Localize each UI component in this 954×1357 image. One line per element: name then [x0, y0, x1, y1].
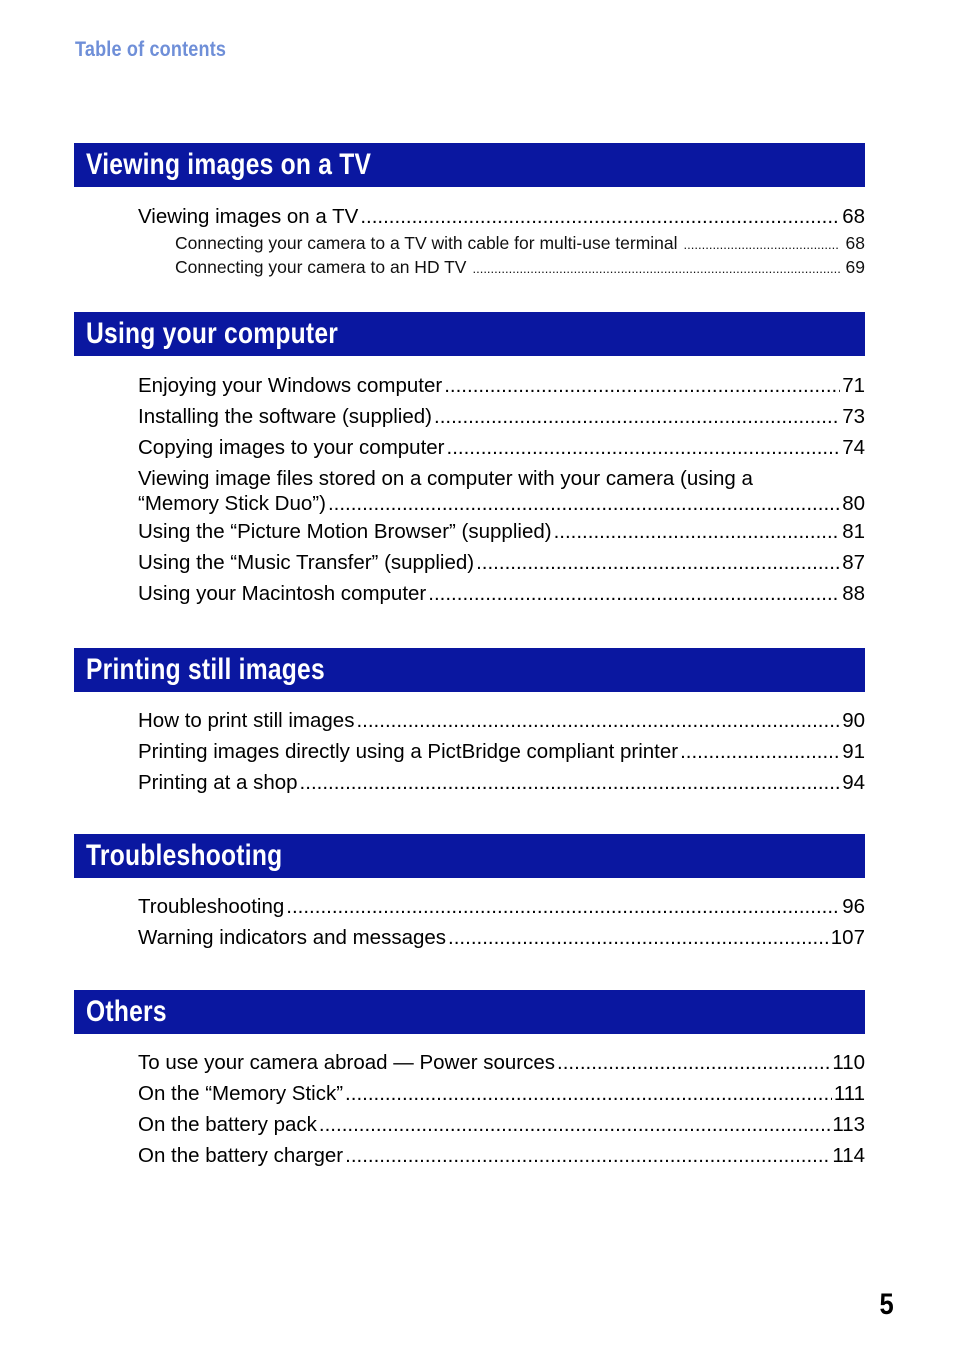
toc-subentry-page: 69	[845, 257, 865, 277]
toc-entry[interactable]	[138, 1140, 865, 1171]
toc-entry-page: 88	[842, 582, 865, 605]
toc-entry-page: 80	[842, 492, 865, 515]
leader-dots	[680, 736, 840, 767]
toc-entry[interactable]	[138, 463, 865, 516]
toc-entry-page: 91	[842, 740, 865, 763]
section-header	[74, 834, 865, 878]
section-title: Using your computer	[86, 317, 339, 350]
leader-dots	[448, 922, 829, 953]
toc-subentry-label: Connecting your camera to an HD TV	[175, 257, 467, 277]
toc-entry[interactable]	[138, 1078, 865, 1109]
leader-dots	[319, 1109, 830, 1140]
section-title: Viewing images on a TV	[86, 148, 372, 181]
section-others	[74, 990, 865, 1171]
leader-dots	[360, 201, 840, 232]
section-header	[74, 312, 865, 356]
toc-entry-page: 73	[842, 405, 865, 428]
toc-entry-label: Enjoying your Windows computer	[138, 374, 443, 397]
toc-entry[interactable]	[138, 401, 865, 432]
toc-entry-page: 113	[832, 1113, 865, 1136]
toc-entry[interactable]	[138, 201, 865, 232]
toc-entry-label: Warning indicators and messages	[138, 926, 447, 949]
toc-entry-label: Printing at a shop	[138, 771, 298, 794]
leader-dots	[472, 258, 839, 280]
leader-dots	[447, 432, 841, 463]
toc-entry-page: 96	[842, 895, 865, 918]
leader-dots	[300, 767, 841, 798]
leader-dots	[684, 234, 840, 256]
toc-entry[interactable]	[138, 1109, 865, 1140]
toc-entry[interactable]	[138, 705, 865, 736]
toc-entry-label-continued: “Memory Stick Duo”)	[138, 492, 326, 515]
section-title: Troubleshooting	[86, 839, 283, 872]
toc-entry-label: On the battery charger	[138, 1144, 344, 1167]
section-printing-still-images	[74, 648, 865, 798]
toc-entry-page: 90	[842, 709, 865, 732]
toc-entry-page: 68	[842, 205, 865, 228]
page-number: 5	[879, 1288, 894, 1321]
toc-entry[interactable]	[138, 767, 865, 798]
toc-entry[interactable]	[138, 891, 865, 922]
toc-entry-label: Using the “Picture Motion Browser” (supplied)	[138, 520, 552, 543]
toc-entry[interactable]	[138, 370, 865, 401]
toc-entry[interactable]	[138, 432, 865, 463]
toc-entry-page: 94	[842, 771, 865, 794]
toc-entry-label: How to print still images	[138, 709, 355, 732]
leader-dots	[428, 578, 840, 609]
toc-entry[interactable]	[138, 1047, 865, 1078]
toc-entries	[138, 878, 865, 953]
toc-entry-label: Viewing images on a TV	[138, 205, 359, 228]
leader-dots	[554, 516, 841, 547]
toc-entries	[138, 692, 865, 798]
leader-dots	[345, 1140, 830, 1171]
section-using-your-computer	[74, 312, 865, 609]
toc-entry[interactable]	[138, 516, 865, 547]
toc-entry-label: Using your Macintosh computer	[138, 582, 427, 605]
toc-entry-label: Viewing image files stored on a computer with your camera (using a	[138, 467, 753, 490]
toc-entry-label: Copying images to your computer	[138, 436, 445, 459]
running-head: Table of contents	[75, 38, 227, 61]
leader-dots	[356, 705, 840, 736]
leader-dots	[345, 1078, 832, 1109]
toc-entry-label: To use your camera abroad — Power sources	[138, 1051, 556, 1074]
toc-entry-page: 107	[830, 926, 865, 949]
section-header	[74, 648, 865, 692]
section-header	[74, 143, 865, 187]
leader-dots	[328, 491, 840, 516]
toc-entries	[138, 356, 865, 609]
toc-entry[interactable]	[138, 922, 865, 953]
toc-entry-page: 74	[842, 436, 865, 459]
toc-entry-page: 110	[832, 1051, 865, 1074]
toc-entry-label: On the battery pack	[138, 1113, 317, 1136]
toc-entry[interactable]	[138, 547, 865, 578]
leader-dots	[557, 1047, 830, 1078]
toc-subentry-page: 68	[845, 233, 865, 253]
toc-entry-label: Using the “Music Transfer” (supplied)	[138, 551, 475, 574]
toc-entries	[138, 1034, 865, 1171]
toc-entries	[138, 187, 865, 280]
leader-dots	[476, 547, 840, 578]
toc-entry-page: 87	[842, 551, 865, 574]
toc-entry-page: 114	[832, 1144, 865, 1167]
section-title: Printing still images	[86, 653, 325, 686]
leader-dots	[434, 401, 840, 432]
leader-dots	[444, 370, 840, 401]
toc-subentry[interactable]	[175, 256, 865, 280]
section-title: Others	[86, 995, 167, 1028]
toc-subentry[interactable]	[175, 232, 865, 256]
toc-entry-page: 111	[833, 1082, 865, 1105]
leader-dots	[286, 891, 840, 922]
toc-entry[interactable]	[138, 578, 865, 609]
toc-entry-page: 71	[842, 374, 865, 397]
toc-entry-label: Troubleshooting	[138, 895, 285, 918]
section-header	[74, 990, 865, 1034]
toc-subentry-label: Connecting your camera to a TV with cable for multi-use terminal	[175, 233, 678, 253]
toc-entry[interactable]	[138, 736, 865, 767]
section-viewing-images-on-tv	[74, 143, 865, 280]
toc-entry-page: 81	[842, 520, 865, 543]
toc-entry-label: Printing images directly using a PictBridge compliant printer	[138, 740, 679, 763]
toc-entry-label: Installing the software (supplied)	[138, 405, 432, 428]
section-troubleshooting	[74, 834, 865, 953]
toc-entry-label: On the “Memory Stick”	[138, 1082, 344, 1105]
